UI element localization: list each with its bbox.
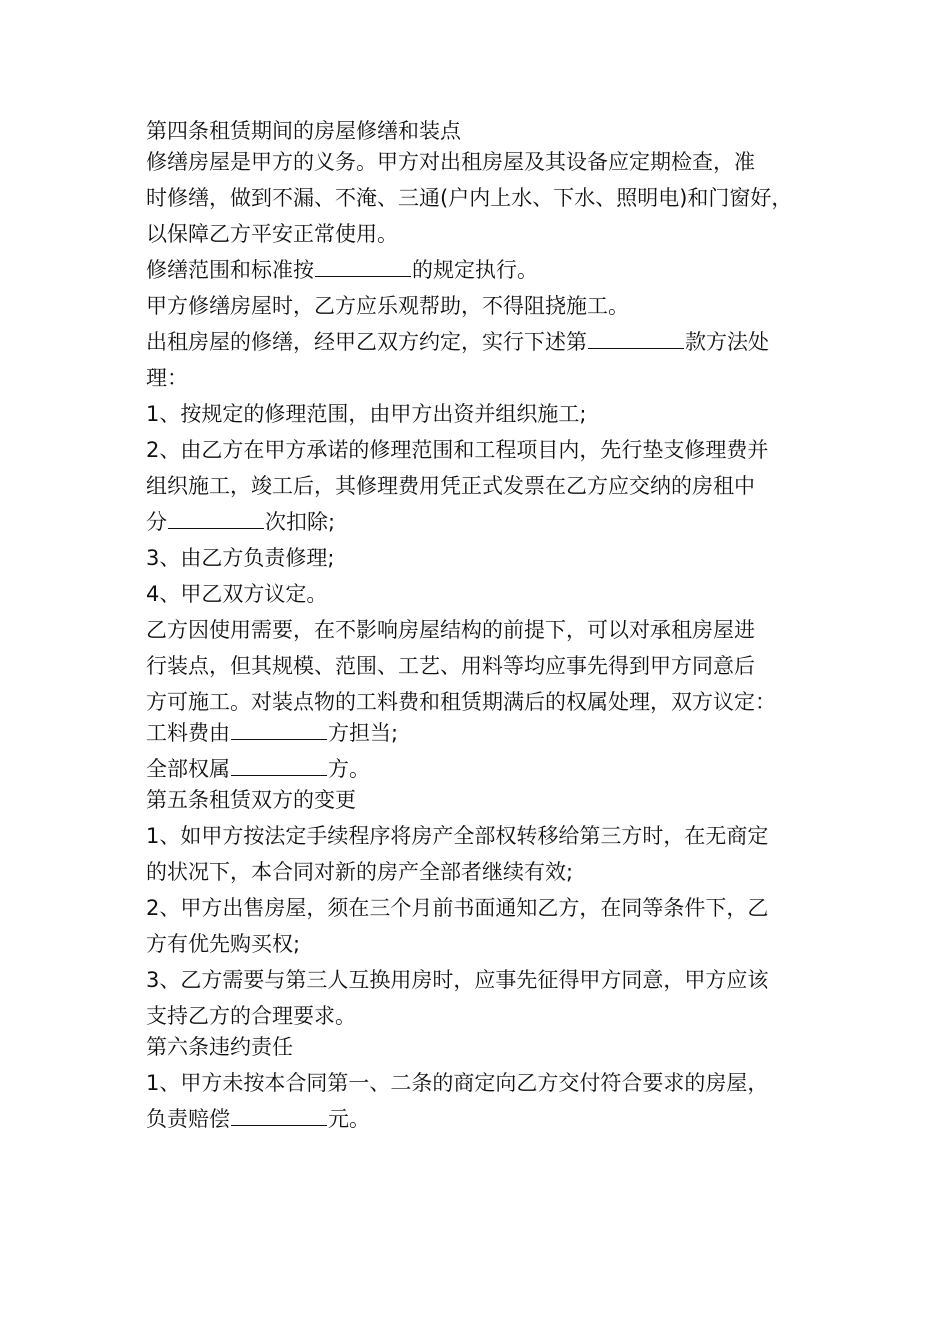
paragraph-decoration-line-1: 乙方因使用需要，在不影响房屋结构的前提下，可以对承租房屋进 (146, 618, 755, 642)
list-item-2-line-3: 分 次扣除; (146, 510, 336, 534)
list-item-3: 3、由乙方负责修理; (146, 546, 335, 570)
section-4-title: 第四条租赁期间的房屋修缮和装点 (146, 119, 461, 143)
paragraph-repair-duty-line-2: 时修缮，做到不漏、不淹、三通(户内上水、下水、照明电)和门窗好， (146, 186, 793, 210)
paragraph-repair-scope: 修缮范围和标准按 的规定执行。 (146, 258, 538, 282)
paragraph-tenant-assist: 甲方修缮房屋时，乙方应乐观帮助，不得阻挠施工。 (146, 294, 629, 318)
list-item-2-line-2: 组织施工，竣工后，其修理费用凭正式发票在乙方应交纳的房租中 (146, 474, 755, 498)
section-6-item-1-line-2: 负责赔偿 元。 (146, 1107, 370, 1131)
section-5-item-1-line-1: 1、如甲方按法定手续程序将房产全部权转移给第三方时，在无商定 (146, 824, 769, 848)
fill-blank (231, 757, 327, 776)
section-5-item-3-line-2: 支持乙方的合理要求。 (146, 1004, 356, 1028)
paragraph-repair-duty-line-3: 以保障乙方平安正常使用。 (146, 222, 398, 246)
paragraph-repair-duty-line-1: 修缮房屋是甲方的义务。甲方对出租房屋及其设备应定期检查，准 (146, 150, 755, 174)
fill-blank (168, 510, 264, 529)
paragraph-decoration-line-2: 行装点，但其规模、范围、工艺、用料等均应事先得到甲方同意后 (146, 654, 755, 678)
fill-blank (231, 1107, 327, 1126)
section-6-item-1-line-1: 1、甲方未按本合同第一、二条的商定向乙方交付符合要求的房屋， (146, 1071, 769, 1095)
section-5-item-2-line-2: 方有优先购买权; (146, 932, 301, 956)
section-5-item-2-line-1: 2、甲方出售房屋，须在三个月前书面通知乙方，在同等条件下，乙 (146, 896, 769, 920)
paragraph-ownership: 全部权属 方。 (146, 757, 370, 781)
section-5-item-1-line-2: 的状况下，本合同对新的房产全部者继续有效; (146, 860, 574, 884)
fill-blank (588, 330, 684, 349)
paragraph-decoration-line-3: 方可施工。对装点物的工料费和租赁期满后的权属处理，双方议定： (146, 690, 776, 714)
section-5-item-3-line-1: 3、乙方需要与第三人互换用房时，应事先征得甲方同意，甲方应该 (146, 968, 769, 992)
paragraph-repair-method-line-2: 理： (146, 366, 188, 390)
paragraph-material-cost: 工料费由 方担当; (146, 721, 399, 745)
section-5-title: 第五条租赁双方的变更 (146, 788, 356, 812)
list-item-2-line-1: 2、由乙方在甲方承诺的修理范围和工程项目内，先行垫支修理费并 (146, 438, 769, 462)
fill-blank (315, 258, 411, 277)
fill-blank (231, 721, 327, 740)
section-6-title: 第六条违约责任 (146, 1035, 293, 1059)
paragraph-repair-method: 出租房屋的修缮，经甲乙双方约定，实行下述第 款方法处 (146, 330, 769, 354)
list-item-4: 4、甲乙双方议定。 (146, 582, 328, 606)
list-item-1: 1、按规定的修理范围，由甲方出资并组织施工; (146, 402, 587, 426)
